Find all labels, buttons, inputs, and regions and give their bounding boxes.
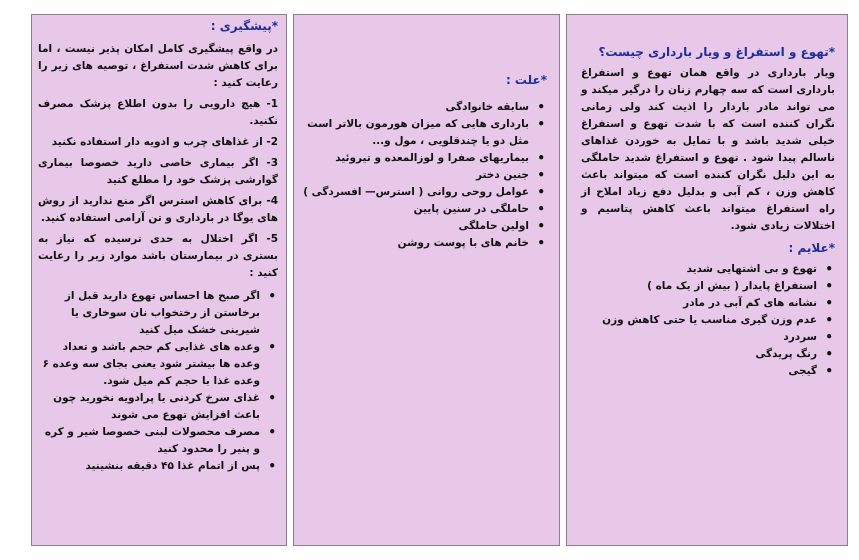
list-item: • مصرف محصولات لبنی خصوصا شیر و کره و پنیر را محدود کنید [38, 424, 260, 458]
list-item: • پس از اتمام غذا ۴۵ دقیقه بنشینید [38, 458, 260, 475]
list-item: • غذای سرخ کردنی یا پرادویه نخورید چون باعث افزایش تهوع می شوند [38, 390, 260, 424]
list-item: • رنگ پریدگی [581, 346, 817, 363]
list-item: • حاملگی در سنین پایین [302, 201, 529, 218]
list-item: • بیماریهای صفرا و لوزالمعده و تیروئید [302, 150, 529, 167]
symptoms-title: *علایم : [788, 241, 835, 255]
tips-list [38, 288, 278, 475]
list-item: • استفراغ پایدار ( بیش از یک ماه ) [581, 278, 817, 295]
definition-title: *تهوع و استفراغ و ویار بارداری چیست؟ [598, 45, 835, 59]
causes-list [302, 99, 547, 252]
list-item: • نشانه های کم آبی در مادر [581, 295, 817, 312]
prevention-title: *پیشگیری : [210, 19, 278, 33]
prevention-panel [31, 14, 287, 546]
list-item: • عوامل روحی روانی ( استرس— افسردگی ) [302, 184, 529, 201]
list-item: • سابقه خانوادگی [302, 99, 529, 116]
symptoms-list [581, 261, 835, 380]
list-item: • اگر صبح ها احساس تهوع دارید قبل از برخاستن از رختخواب نان سوخاری یا شیرینی خشک میل کنید [38, 288, 260, 339]
list-item: • گیجی [581, 363, 817, 380]
prevention-step: 3- اگر بیماری خاصی دارید خصوصا بیماری گوارشی پزشک خود را مطلع کنید [38, 157, 278, 186]
prevention-step: 5- اگر اختلال به حدی ترسیده که نیاز به بستری در بیمارستان باشد موارد زیر را رعایت کنید : [38, 233, 278, 279]
list-item: • اولین حاملگی [302, 218, 529, 235]
prevention-intro: در واقع پیشگیری کامل امکان پذیر نیست ، اما برای کاهش شدت استفراغ ، توصیه های زیر را رعایت کنید : [38, 43, 278, 89]
prevention-step: 1- هیچ دارویی را بدون اطلاع پزشک مصرف نکنید. [38, 98, 278, 127]
list-item: • جنین دختر [302, 167, 529, 184]
prevention-step: 4- برای کاهش استرس اگر منع ندارید از روش های یوگا در بارداری و تن آرامی استفاده کنید. [38, 195, 278, 224]
list-item: • بارداری هایی که میزان هورمون بالاتر است مثل دو یا چندقلویی ، مول و... [302, 116, 529, 150]
list-item: • وعده های غذایی کم حجم باشد و تعداد وعده ها بیشتر شود یعنی بجای سه وعده ۶ وعده غذا با حجم کم میل شود. [38, 339, 260, 390]
definition-panel [566, 14, 848, 546]
list-item: • تهوع و بی اشتهایی شدید [581, 261, 817, 278]
causes-title: *علت : [505, 73, 547, 87]
list-item: • سردرد [581, 329, 817, 346]
causes-panel [293, 14, 560, 546]
definition-text: ویار بارداری در واقع همان تهوع و استفراغ بارداری است که سه چهارم زنان را درگیر میکند و می تواند مادر باردار را اذیت کند ولی زمانی نگران کننده است که با شدت تهوع و استفراغ خیلی شدید باشد و با تمایل به خوردن غذاهای ناسالم پیدا شود . تهوع و استفراغ شدید حاملگی به این دلیل نگران کننده است که میتواند باعث کاهش وزن ، کم آبی و بدلیل دفع زیاد املاح از راه استفراغ میتواند باعث کاهش پتاسیم و اختلالات زیادی شود. [581, 67, 835, 232]
list-item: • خانم های با پوست روشن [302, 235, 529, 252]
list-item: • عدم وزن گیری مناسب یا حتی کاهش وزن [581, 312, 817, 329]
prevention-step: 2- از غذاهای چرب و ادویه دار استفاده نکنید [51, 136, 278, 148]
